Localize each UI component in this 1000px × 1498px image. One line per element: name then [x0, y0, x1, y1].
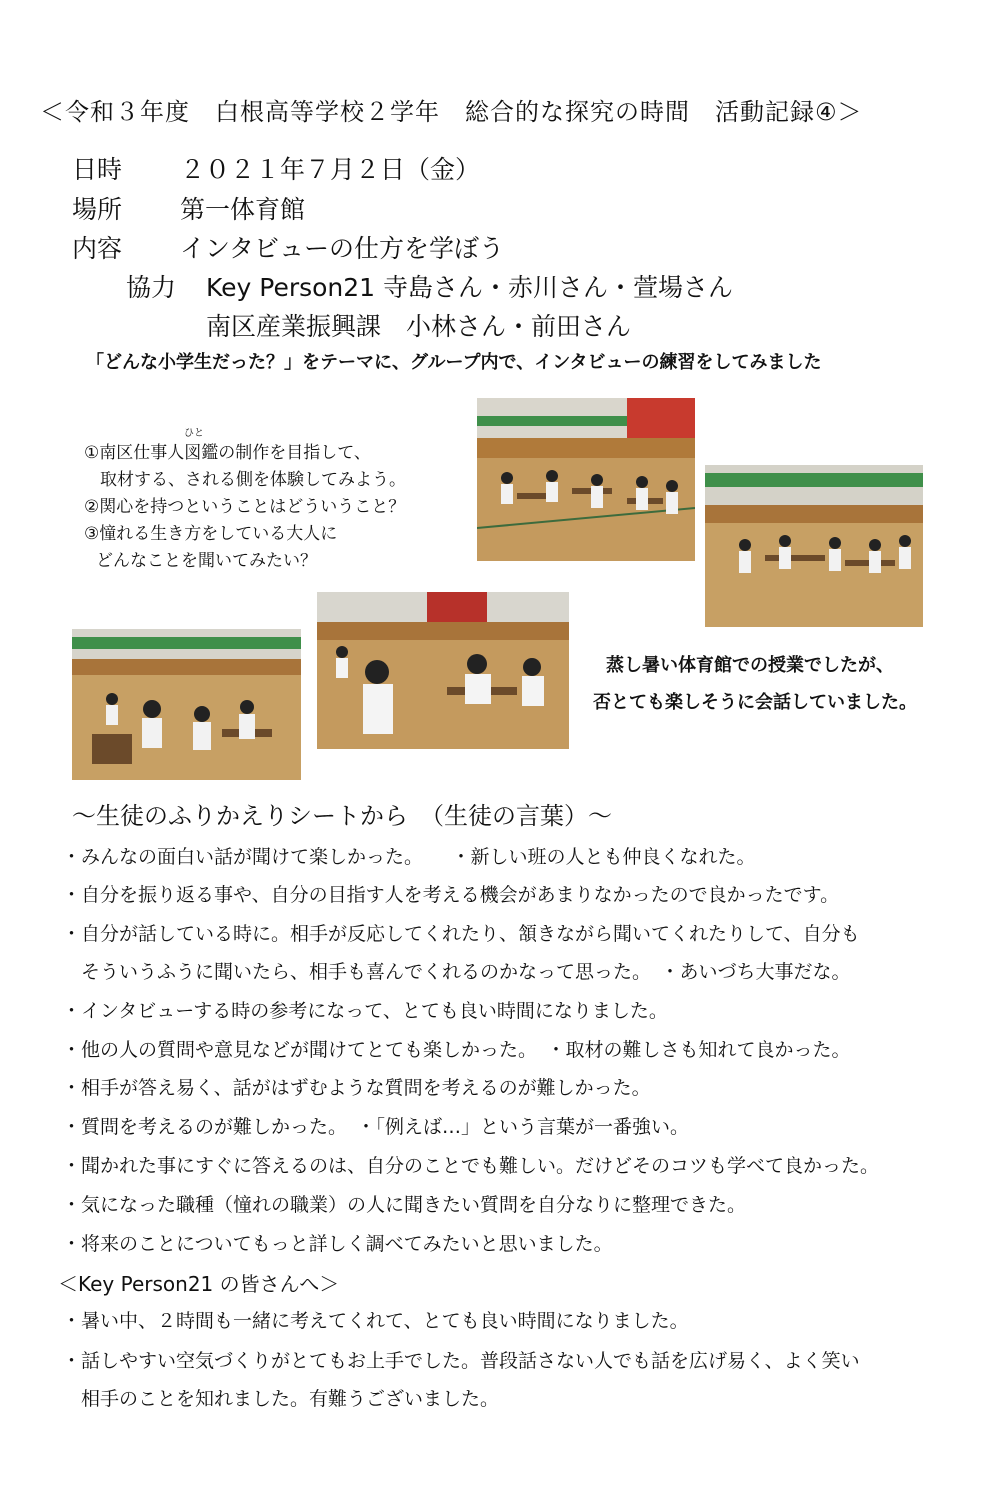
comment-line: ・気になった職種（憧れの職業）の人に聞きたい質問を自分なりに整理できた。 [62, 1194, 747, 1216]
coop-line1: Key Person21 寺島さん・赤川さん・萱場さん [206, 273, 734, 302]
comment-line: ・自分を振り返る事や、自分の目指す人を考える機会があまりなかったので良かったです。 [62, 884, 840, 906]
coop-line2: 南区産業振興課 小林さん・前田さん [206, 312, 632, 341]
goal-2: ②関心を持つということはどういうこと？ [84, 497, 406, 517]
keyperson-line: 相手のことを知れました。有難うございました。 [62, 1388, 500, 1410]
date-value: ２０２１年７月２日（金） [180, 155, 481, 184]
comment-line: ・相手が答え易く、話がはずむような質問を考えるのが難しかった。 [62, 1077, 651, 1099]
page-title: ＜令和３年度 白根高等学校２学年 総合的な探究の時間 活動記録④＞ [40, 98, 863, 126]
comment-line: ・インタビューする時の参考になって、とても良い時間になりました。 [62, 1000, 668, 1022]
gym-photo-3 [317, 592, 569, 749]
content-value: インタビューの仕方を学ぼう [180, 234, 505, 263]
caption-line2: 否とても楽しそうに会話していました。 [593, 692, 917, 713]
caption-line1: 蒸し暑い体育館での授業でしたが、 [606, 655, 894, 676]
coop-label: 協力 [126, 273, 177, 302]
reflection-title: ～生徒のふりかえりシートから （生徒の言葉）～ [72, 802, 612, 830]
gym-photo-1 [477, 398, 695, 561]
comment-line: ・自分が話している時に。相手が反応してくれたり、頷きながら聞いてくれたりして、自分も [62, 923, 860, 945]
keyperson-line: ・暑い中、２時間も一緒に考えてくれて、とても良い時間になりました。 [62, 1310, 689, 1332]
theme-text: 「どんな小学生だった？」をテーマに、グループ内で、インタビューの練習をしてみました [86, 352, 822, 373]
goal-3b: どんなことを聞いてみたい？ [96, 551, 317, 571]
goal-1a: ①南区仕事人図鑑の制作を目指して、 [84, 443, 371, 463]
comment-line: そういうふうに聞いたら、相手も喜んでくれるのかなって思った。 ・あいづち大事だな。 [62, 961, 851, 983]
gym-photo-2 [705, 465, 923, 627]
comment-line: ・他の人の質問や意見などが聞けてとても楽しかった。 ・取材の難しさも知れて良かった。 [62, 1039, 851, 1061]
keyperson-line: ・話しやすい空気づくりがとてもお上手でした。普段話さない人でも話を広げ易く、よく笑い [62, 1350, 860, 1372]
date-label: 日時 [72, 155, 123, 184]
place-value: 第一体育館 [180, 195, 306, 224]
place-label: 場所 [72, 195, 123, 224]
goal-1b: 取材する、される側を体験してみよう。 [100, 470, 406, 490]
goal-3a: ③憧れる生き方をしている大人に [84, 524, 338, 544]
comment-line: ・聞かれた事にすぐに答えるのは、自分のことでも難しい。だけどそのコツも学べて良かった。 [62, 1155, 880, 1177]
comment-line: ・みんなの面白い話が聞けて楽しかった。 ・新しい班の人とも仲良くなれた。 [62, 846, 756, 868]
ruby-hito: ひと [184, 428, 204, 439]
comment-line: ・将来のことについてもっと詳しく調べてみたいと思いました。 [62, 1233, 613, 1255]
content-label: 内容 [72, 234, 123, 263]
keyperson-title: ＜Key Person21 の皆さんへ＞ [58, 1272, 340, 1296]
comment-line: ・質問を考えるのが難しかった。 ・「例えば…」という言葉が一番強い。 [62, 1116, 690, 1138]
gym-photo-4 [72, 629, 301, 780]
